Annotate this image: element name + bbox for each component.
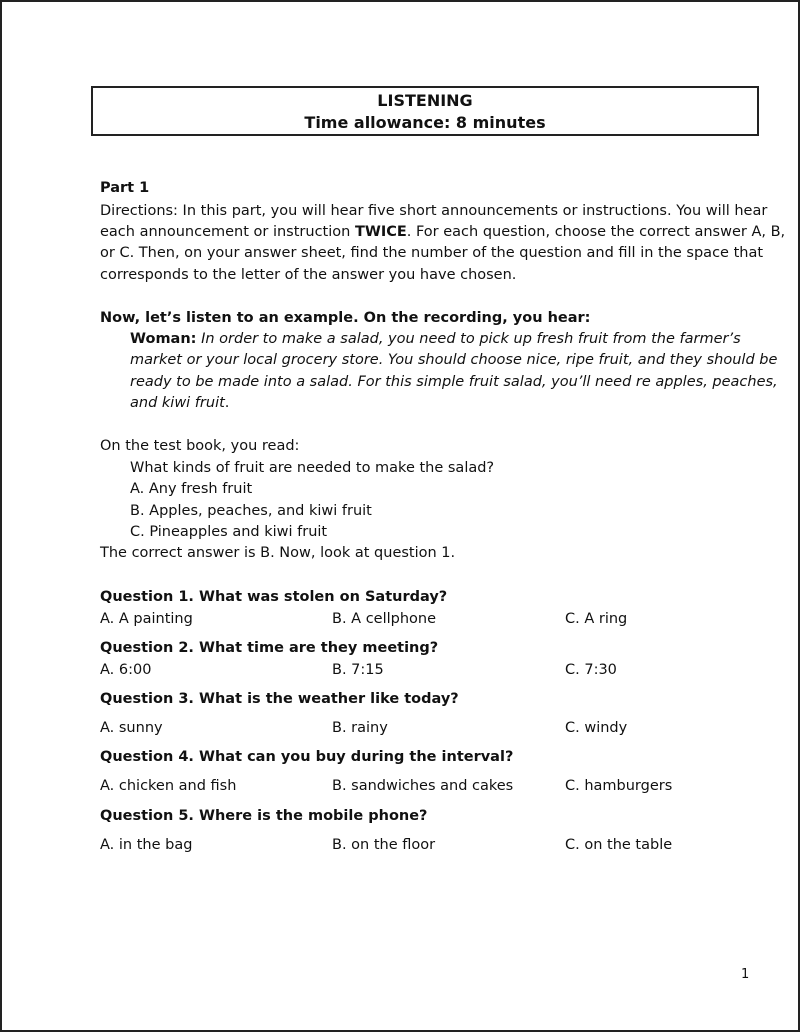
question-3-prompt: Question 3. What is the weather like today? (100, 691, 459, 707)
question-5-option-a: A. in the bag (100, 837, 193, 853)
question-2-option-c: C. 7:30 (565, 662, 617, 678)
part-heading: Part 1 (100, 180, 150, 196)
question-4-option-c: C. hamburgers (565, 778, 673, 794)
test-book-intro: On the test book, you read: (100, 438, 300, 454)
directions-line-4: corresponds to the letter of the answer you have chosen. (100, 267, 517, 283)
example-option-b: B. Apples, peaches, and kiwi fruit (130, 503, 372, 519)
transcript-line-2: market or your local grocery store. You should choose nice, ripe fruit, and they should be (130, 352, 778, 368)
question-2-prompt: Question 2. What time are they meeting? (100, 640, 439, 656)
example-option-a: A. Any fresh fruit (130, 481, 253, 497)
transcript-text-1: In order to make a salad, you need to pick up fresh fruit from the farmer’s (196, 331, 741, 347)
example-question: What kinds of fruit are needed to make the salad? (130, 460, 495, 476)
directions-line-2 (100, 222, 785, 243)
question-4-option-a: A. chicken and fish (100, 778, 237, 794)
question-4-option-b: B. sandwiches and cakes (332, 778, 514, 794)
question-2-option-a: A. 6:00 (100, 662, 152, 678)
question-3-option-a: A. sunny (100, 720, 163, 736)
question-5-option-b: B. on the floor (332, 837, 436, 853)
twice-emphasis: TWICE (354, 224, 407, 240)
transcript-text-4: and kiwi fruit (130, 395, 225, 411)
transcript-line-4 (130, 393, 229, 414)
example-option-c: C. Pineapples and kiwi fruit (130, 524, 328, 540)
example-intro: Now, let’s listen to an example. On the recording, you hear: (100, 310, 591, 326)
question-5-option-c: C. on the table (565, 837, 673, 853)
question-2-option-b: B. 7:15 (332, 662, 384, 678)
transcript-end: . (224, 395, 230, 411)
question-1-option-b: B. A cellphone (332, 611, 437, 627)
directions-line-2-end: . For each question, choose the correct answer A, B, (406, 224, 786, 240)
question-5-prompt: Question 5. Where is the mobile phone? (100, 808, 428, 824)
directions-line-1: Directions: In this part, you will hear five short announcements or instructions. You will hear (100, 203, 768, 219)
question-1-prompt: Question 1. What was stolen on Saturday? (100, 589, 448, 605)
speaker-label: Woman: (130, 331, 197, 347)
question-3-option-b: B. rainy (332, 720, 388, 736)
example-answer: The correct answer is B. Now, look at question 1. (100, 545, 456, 561)
question-1-option-c: C. A ring (565, 611, 628, 627)
page-number: 1 (741, 967, 750, 982)
section-title: LISTENING (377, 91, 473, 110)
section-title-box (91, 86, 759, 136)
question-1-option-a: A. A painting (100, 611, 193, 627)
question-4-prompt: Question 4. What can you buy during the interval? (100, 749, 514, 765)
time-allowance: Time allowance: 8 minutes (304, 113, 546, 132)
transcript-line-3: ready to be made into a salad. For this simple fruit salad, you’ll need re apples, peaches, (130, 374, 778, 390)
directions-line-2-start: each announcement or instruction (100, 224, 355, 240)
directions-line-3: or C. Then, on your answer sheet, find the number of the question and fill in the space that (100, 245, 764, 261)
transcript-line-1 (130, 329, 741, 350)
question-3-option-c: C. windy (565, 720, 628, 736)
